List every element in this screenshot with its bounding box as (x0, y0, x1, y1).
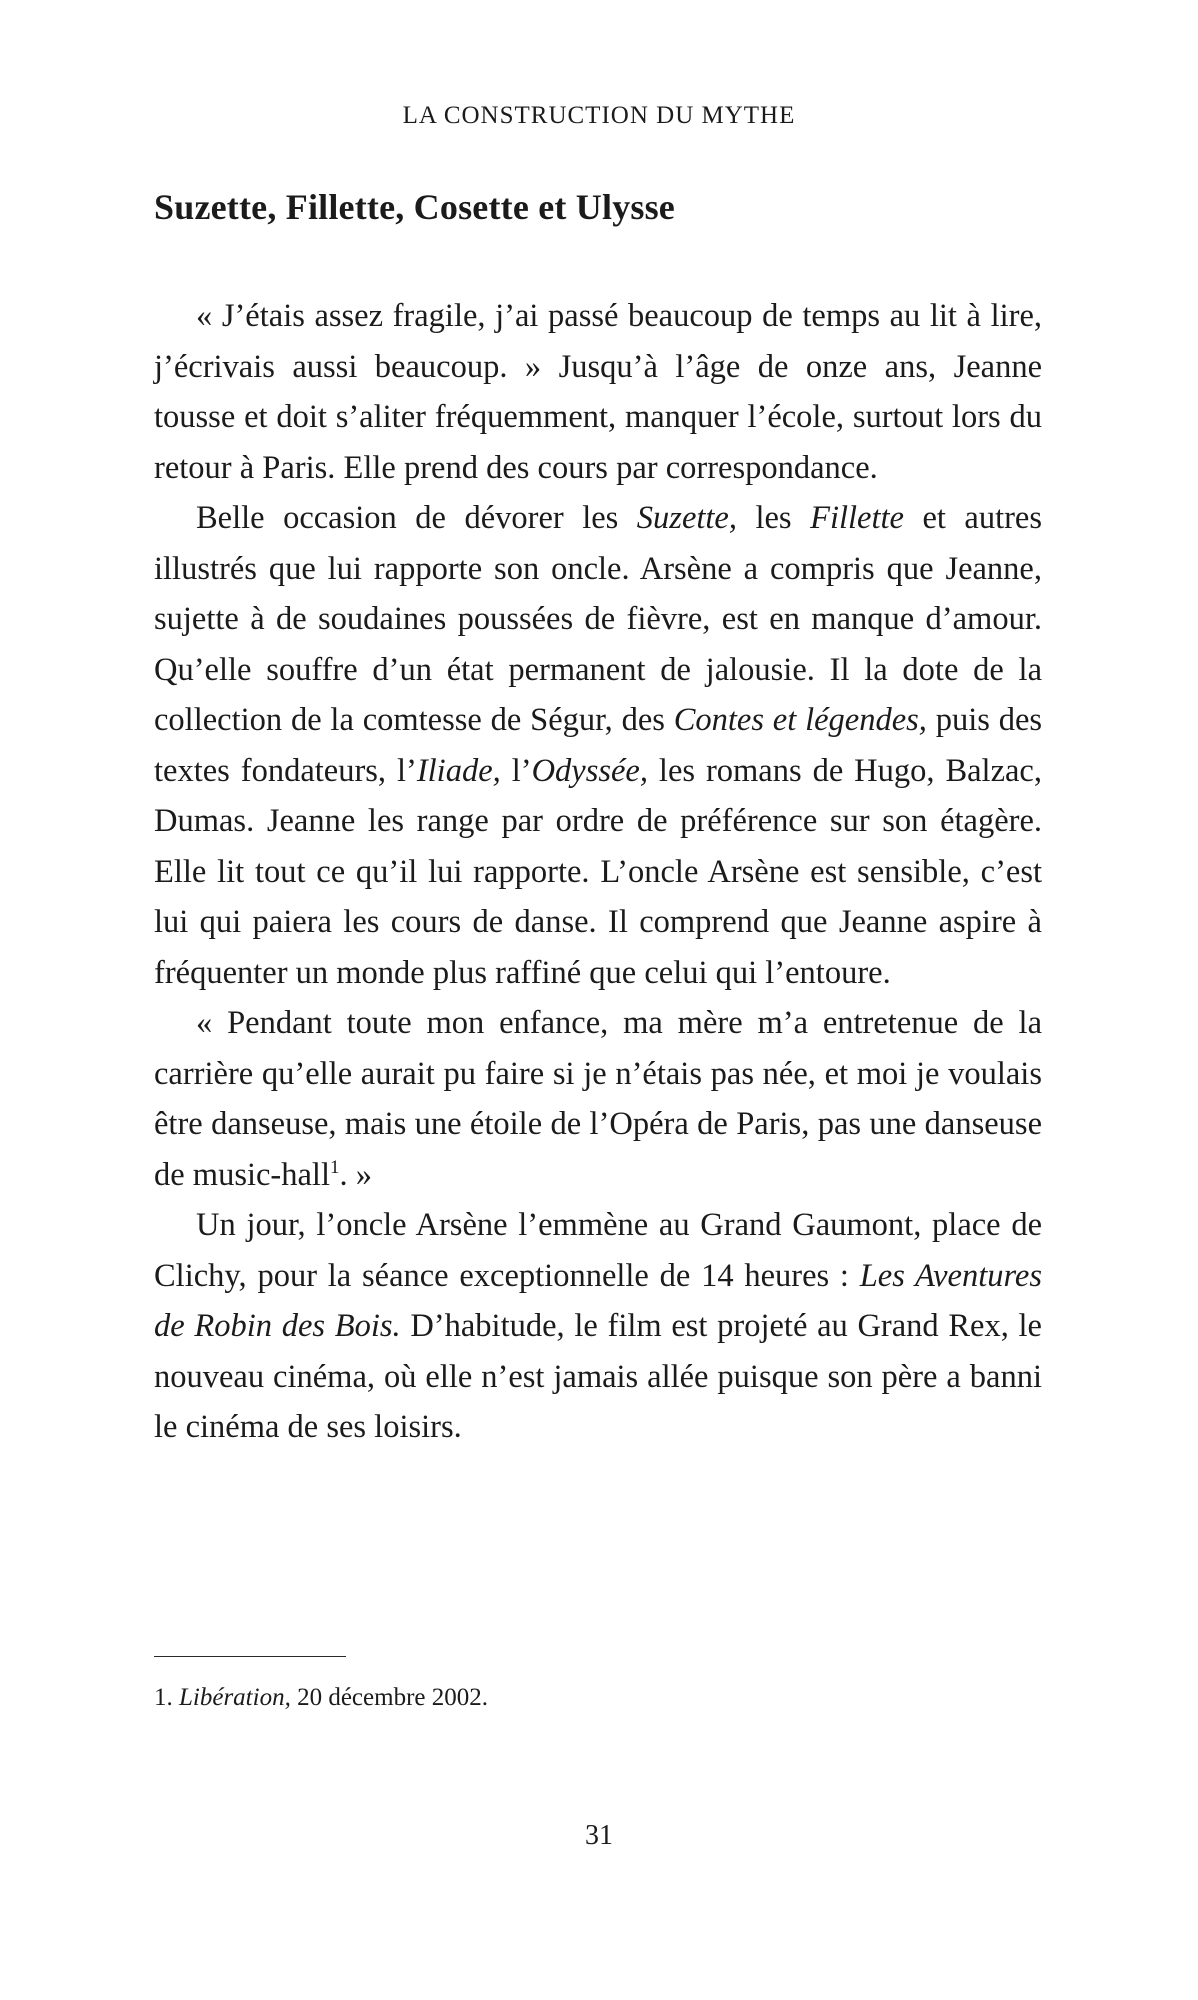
text-span: « Pendant toute mon enfance, ma mère m’a entretenue de la carrière qu’elle aurait pu faire si je n’étais pas née, et moi je voulais être danseuse, mais une étoile de l’Opéra de Paris, pas une danseuse de music-hall (154, 1005, 1042, 1193)
italic-title: Fillette (810, 500, 904, 536)
footnote-number: 1. (154, 1684, 179, 1711)
text-span: . » (339, 1156, 372, 1193)
running-head: LA CONSTRUCTION DU MYTHE (402, 102, 796, 129)
paragraph-3 (154, 998, 1042, 1200)
footnote-source: Libération, (179, 1684, 291, 1711)
italic-title: Iliade, (416, 752, 501, 789)
footnote-divider (154, 1656, 346, 1657)
italic-title: Odyssée, (531, 752, 648, 789)
page-number: 31 (585, 1820, 613, 1851)
paragraph-2 (154, 493, 1042, 998)
paragraph-1: « J’étais assez fragile, j’ai passé beaucoup de temps au lit à lire, j’écrivais aussi beaucoup. » Jusqu’à l’âge de onze ans, Jeanne tousse et doit s’aliter fréquemment, manquer l’école, surtout lors du retour à Paris. Elle prend des cours par correspondance. (154, 298, 1042, 486)
text-span: l’ (500, 752, 532, 789)
chapter-title: Suzette, Fillette, Cosette et Ulysse (154, 187, 675, 227)
text-span: Un jour, l’oncle Arsène l’emmène au Grand Gaumont, place de Clichy, pour la séance exceptionnelle de 14 heures : (154, 1207, 1042, 1294)
text-span: puis des textes fondateurs, l’ (154, 702, 1043, 789)
italic-title: Les Aventures de Robin des Bois. (154, 1257, 1042, 1344)
footnote-reference: 1 (330, 1156, 340, 1178)
body-text (154, 291, 1042, 1453)
paragraph-4 (154, 1200, 1042, 1453)
footnote-date: 20 décembre 2002. (290, 1684, 488, 1711)
italic-title: Suzette, (636, 500, 737, 536)
italic-title: Contes et légendes, (673, 702, 927, 738)
text-span: les romans de Hugo, Balzac, Dumas. Jeanne les range par ordre de préférence sur son étagère. Elle lit tout ce qu’il lui rapporte. L’oncle Arsène est sensible, c’est lui qui paiera les cours de danse. Il comprend que Jeanne aspire à fréquenter un monde plus raffiné que celui qui l’entoure. (154, 752, 1042, 991)
text-span: D’habitude, le film est projeté au Grand Rex, le nouveau cinéma, où elle n’est jamais allée puisque son père a banni le cinéma de ses loisirs. (154, 1308, 1042, 1445)
text-span: les (736, 500, 811, 536)
footnote (154, 1684, 488, 1712)
text-span: et autres illustrés que lui rapporte son oncle. Arsène a compris que Jeanne, sujette à de soudaines poussées de fièvre, est en manque d’amour. Qu’elle souffre d’un état permanent de jalousie. Il la dote de la collection de la comtesse de Ségur, des (154, 500, 1043, 738)
text-span: Belle occasion de dévorer les (196, 500, 637, 536)
